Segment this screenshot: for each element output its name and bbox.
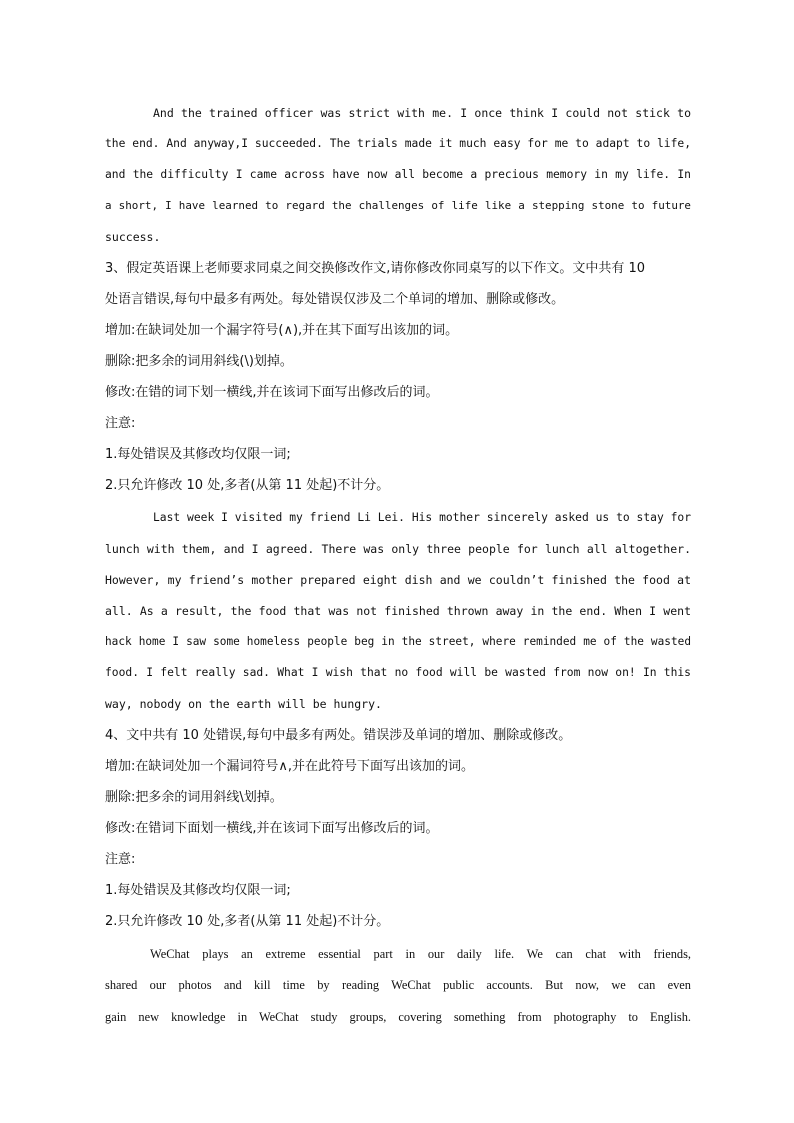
task4-passage-line-1: WeChat plays an extreme essential part in our daily life. We can chat with friends, bbox=[150, 947, 691, 961]
task3-passage-line-4: all. As a result, the food that was not finished thrown away in the end. When I went bbox=[105, 604, 691, 618]
task4-passage-line-3: gain new knowledge in WeChat study groups, covering something from photography to English. bbox=[105, 1010, 691, 1024]
task3-delete-rule: 删除:把多余的词用斜线(\)划掉。 bbox=[105, 354, 293, 369]
task4-add-rule: 增加:在缺词处加一个漏词符号∧,并在此符号下面写出该加的词。 bbox=[105, 759, 475, 774]
task4-heading: 4、文中共有 10 处错误,每句中最多有两处。错误涉及单词的增加、删除或修改。 bbox=[105, 728, 572, 743]
task3-heading-line-1: 3、假定英语课上老师要求同桌之间交换修改作文,请你修改你同桌写的以下作文。文中共有 10 bbox=[105, 261, 646, 276]
task3-heading-line-2: 处语言错误,每句中最多有两处。每处错误仅涉及二个单词的增加、删除或修改。 bbox=[105, 292, 565, 307]
task3-passage-line-1: Last week I visited my friend Li Lei. His mother sincerely asked us to stay for bbox=[153, 511, 691, 524]
task3-passage-line-5: hack home I saw some homeless people beg in the street, where reminded me of the wasted bbox=[105, 635, 691, 648]
passage-top-line-3: and the difficulty I came across have now all become a precious memory in my life. In bbox=[105, 168, 691, 181]
task3-passage-line-6: food. I felt really sad. What I wish that no food will be wasted from now on! In this bbox=[105, 666, 691, 679]
task3-add-rule: 增加:在缺词处加一个漏字符号(∧),并在其下面写出该加的词。 bbox=[105, 323, 459, 338]
task4-delete-rule: 删除:把多余的词用斜线\划掉。 bbox=[105, 790, 283, 805]
task3-note-2: 2.只允许修改 10 处,多者(从第 11 处起)不计分。 bbox=[105, 478, 390, 493]
passage-top-line-4: a short, I have learned to regard the challenges of life like a stepping stone to future bbox=[105, 199, 691, 212]
passage-top-line-5: success. bbox=[105, 230, 161, 244]
task3-modify-rule: 修改:在错的词下划一横线,并在该词下面写出修改后的词。 bbox=[105, 385, 439, 400]
task4-passage-line-2: shared our photos and kill time by reading WeChat public accounts. But now, we can even bbox=[105, 978, 691, 992]
passage-top-line-1: And the trained officer was strict with me. I once think I could not stick to bbox=[153, 106, 691, 120]
task3-passage-line-3: However, my friend’s mother prepared eight dish and we couldn’t finished the food at bbox=[105, 573, 691, 587]
task3-passage-line-7: way, nobody on the earth will be hungry. bbox=[105, 697, 382, 711]
passage-top-line-2: the end. And anyway,I succeeded. The trials made it much easy for me to adapt to life, bbox=[105, 137, 691, 150]
task3-note-1: 1.每处错误及其修改均仅限一词; bbox=[105, 447, 291, 462]
task3-note-title: 注意: bbox=[105, 416, 136, 431]
task4-note-1: 1.每处错误及其修改均仅限一词; bbox=[105, 883, 291, 898]
task3-passage-line-2: lunch with them, and I agreed. There was only three people for lunch all altogether. bbox=[105, 542, 691, 556]
task4-modify-rule: 修改:在错词下面划一横线,并在该词下面写出修改后的词。 bbox=[105, 821, 439, 836]
task4-note-title: 注意: bbox=[105, 852, 136, 867]
task4-note-2: 2.只允许修改 10 处,多者(从第 11 处起)不计分。 bbox=[105, 914, 390, 929]
